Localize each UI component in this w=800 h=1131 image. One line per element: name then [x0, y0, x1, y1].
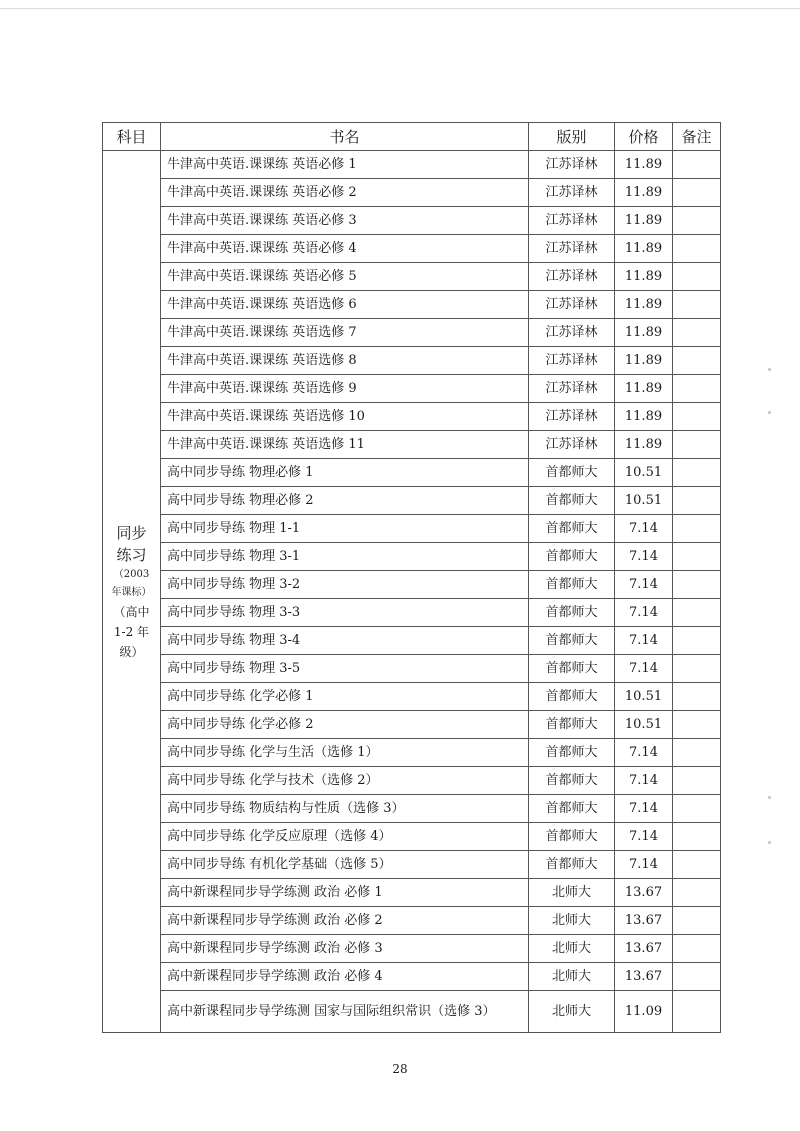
publisher-cell: 首都师大: [529, 683, 615, 711]
note-cell: [673, 879, 721, 907]
price-cell: 7.14: [615, 823, 673, 851]
table-row: [103, 291, 721, 319]
subject-line: 同步: [116, 523, 147, 542]
note-cell: [673, 291, 721, 319]
publisher-cell: 首都师大: [529, 655, 615, 683]
price-cell: 11.89: [615, 179, 673, 207]
publisher-cell: 首都师大: [529, 487, 615, 515]
note-cell: [673, 599, 721, 627]
table-row: [103, 263, 721, 291]
publisher-cell: 首都师大: [529, 795, 615, 823]
page-number: 28: [392, 1062, 408, 1076]
note-cell: [673, 431, 721, 459]
subject-line: 1-2 年: [113, 624, 150, 639]
price-cell: 11.89: [615, 263, 673, 291]
note-cell: [673, 375, 721, 403]
note-cell: [673, 207, 721, 235]
book-title-cell: 高中新课程同步导学练测 政治 必修 4: [161, 963, 529, 991]
table-row: [103, 515, 721, 543]
table-row: [103, 543, 721, 571]
publisher-cell: 北师大: [529, 935, 615, 963]
table-row: [103, 655, 721, 683]
note-cell: [673, 739, 721, 767]
publisher-cell: 北师大: [529, 907, 615, 935]
book-title-cell: 高中同步导练 物理 3-4: [161, 627, 529, 655]
publisher-cell: 江苏译林: [529, 263, 615, 291]
note-cell: [673, 487, 721, 515]
publisher-cell: 首都师大: [529, 627, 615, 655]
table-row: [103, 711, 721, 739]
subject-line: 年课标）: [111, 586, 152, 598]
publisher-cell: 北师大: [529, 879, 615, 907]
publisher-cell: 首都师大: [529, 711, 615, 739]
note-cell: [673, 403, 721, 431]
note-cell: [673, 347, 721, 375]
table-row: [103, 879, 721, 907]
publisher-cell: 江苏译林: [529, 151, 615, 179]
note-cell: [673, 235, 721, 263]
publisher-cell: 首都师大: [529, 599, 615, 627]
header-price: 价格: [615, 123, 673, 151]
book-title-cell: 牛津高中英语.课课练 英语选修 6: [161, 291, 529, 319]
table-row: [103, 459, 721, 487]
price-cell: 11.89: [615, 431, 673, 459]
note-cell: [673, 543, 721, 571]
book-title-cell: 高中同步导练 物理 3-5: [161, 655, 529, 683]
table-header-row: [103, 123, 721, 151]
price-cell: 7.14: [615, 599, 673, 627]
table-row: [103, 179, 721, 207]
table-row: [103, 319, 721, 347]
note-cell: [673, 767, 721, 795]
note-cell: [673, 907, 721, 935]
price-cell: 13.67: [615, 907, 673, 935]
table-row: [103, 767, 721, 795]
book-title-cell: 高中同步导练 物理 3-1: [161, 543, 529, 571]
scan-speck: [768, 796, 771, 799]
note-cell: [673, 263, 721, 291]
note-cell: [673, 963, 721, 991]
table-row: [103, 151, 721, 179]
price-cell: 13.67: [615, 879, 673, 907]
book-title-cell: 牛津高中英语.课课练 英语必修 1: [161, 151, 529, 179]
price-cell: 11.89: [615, 403, 673, 431]
subject-cell: [103, 151, 161, 1033]
price-cell: 7.14: [615, 571, 673, 599]
price-cell: 10.51: [615, 459, 673, 487]
note-cell: [673, 655, 721, 683]
scan-speck: [768, 841, 771, 844]
publisher-cell: 江苏译林: [529, 319, 615, 347]
book-title-cell: 牛津高中英语.课课练 英语必修 2: [161, 179, 529, 207]
table-row: [103, 375, 721, 403]
book-title-cell: 牛津高中英语.课课练 英语必修 3: [161, 207, 529, 235]
publisher-cell: 首都师大: [529, 515, 615, 543]
table-row: [103, 347, 721, 375]
publisher-cell: 江苏译林: [529, 431, 615, 459]
note-cell: [673, 459, 721, 487]
header-publisher: 版别: [529, 123, 615, 151]
book-title-cell: 高中新课程同步导学练测 政治 必修 1: [161, 879, 529, 907]
note-cell: [673, 179, 721, 207]
table-row: [103, 571, 721, 599]
note-cell: [673, 823, 721, 851]
price-cell: 7.14: [615, 795, 673, 823]
publisher-cell: 首都师大: [529, 459, 615, 487]
note-cell: [673, 795, 721, 823]
price-cell: 7.14: [615, 739, 673, 767]
price-cell: 11.89: [615, 291, 673, 319]
book-title-cell: 高中同步导练 物理必修 1: [161, 459, 529, 487]
book-title-cell: 高中同步导练 化学反应原理（选修 4）: [161, 823, 529, 851]
publisher-cell: 江苏译林: [529, 291, 615, 319]
book-title-cell: 高中同步导练 化学与技术（选修 2）: [161, 767, 529, 795]
table-row: [103, 403, 721, 431]
table-row: [103, 739, 721, 767]
book-title-cell: 高中同步导练 物理 3-3: [161, 599, 529, 627]
price-cell: 10.51: [615, 487, 673, 515]
note-cell: [673, 151, 721, 179]
header-title: 书名: [161, 123, 529, 151]
table-row: [103, 851, 721, 879]
note-cell: [673, 515, 721, 543]
book-title-cell: 高中同步导练 有机化学基础（选修 5）: [161, 851, 529, 879]
price-cell: 11.89: [615, 347, 673, 375]
book-title-cell: 牛津高中英语.课课练 英语必修 4: [161, 235, 529, 263]
table-row: [103, 207, 721, 235]
book-title-cell: 牛津高中英语.课课练 英语选修 10: [161, 403, 529, 431]
subject-line: （2003: [113, 568, 150, 580]
publisher-cell: 首都师大: [529, 851, 615, 879]
price-cell: 7.14: [615, 655, 673, 683]
table-body: [103, 151, 721, 1033]
book-title-cell: 高中同步导练 物理 3-2: [161, 571, 529, 599]
publisher-cell: 江苏译林: [529, 235, 615, 263]
publisher-cell: 首都师大: [529, 767, 615, 795]
scan-speck: [768, 411, 771, 414]
table-row: [103, 235, 721, 263]
page-top-rule: [0, 8, 800, 9]
price-cell: 7.14: [615, 767, 673, 795]
header-notes: 备注: [673, 123, 721, 151]
book-title-cell: 牛津高中英语.课课练 英语选修 11: [161, 431, 529, 459]
price-cell: 10.51: [615, 711, 673, 739]
subject-line: 级）: [119, 644, 144, 659]
book-title-cell: 高中新课程同步导学练测 政治 必修 2: [161, 907, 529, 935]
table-row: [103, 487, 721, 515]
price-cell: 13.67: [615, 963, 673, 991]
book-title-cell: 高中同步导练 化学必修 2: [161, 711, 529, 739]
table-row: [103, 795, 721, 823]
table-row: [103, 935, 721, 963]
publisher-cell: 北师大: [529, 963, 615, 991]
publisher-cell: 首都师大: [529, 543, 615, 571]
publisher-cell: 首都师大: [529, 823, 615, 851]
table-row: [103, 627, 721, 655]
price-cell: 11.89: [615, 151, 673, 179]
price-cell: 11.09: [615, 991, 673, 1033]
book-title-cell: 牛津高中英语.课课练 英语选修 8: [161, 347, 529, 375]
book-title-cell: 牛津高中英语.课课练 英语选修 7: [161, 319, 529, 347]
note-cell: [673, 935, 721, 963]
publisher-cell: 首都师大: [529, 571, 615, 599]
subject-line: （高中: [113, 604, 150, 619]
publisher-cell: 江苏译林: [529, 403, 615, 431]
note-cell: [673, 851, 721, 879]
price-cell: 7.14: [615, 543, 673, 571]
table-row: [103, 823, 721, 851]
book-title-cell: 高中同步导练 化学与生活（选修 1）: [161, 739, 529, 767]
publisher-cell: 江苏译林: [529, 179, 615, 207]
scan-speck: [768, 368, 771, 371]
price-cell: 13.67: [615, 935, 673, 963]
table-row: [103, 991, 721, 1033]
table-row: [103, 963, 721, 991]
table-row: [103, 431, 721, 459]
note-cell: [673, 319, 721, 347]
price-cell: 7.14: [615, 851, 673, 879]
subject-line: 练习: [116, 545, 147, 564]
book-title-cell: 高中同步导练 化学必修 1: [161, 683, 529, 711]
table-row: [103, 907, 721, 935]
book-title-cell: 高中同步导练 物理 1-1: [161, 515, 529, 543]
book-title-cell: 高中新课程同步导学练测 国家与国际组织常识（选修 3）: [161, 991, 529, 1033]
table-row: [103, 599, 721, 627]
price-cell: 11.89: [615, 375, 673, 403]
note-cell: [673, 991, 721, 1033]
table-row: [103, 683, 721, 711]
price-cell: 7.14: [615, 627, 673, 655]
note-cell: [673, 571, 721, 599]
note-cell: [673, 711, 721, 739]
publisher-cell: 江苏译林: [529, 207, 615, 235]
header-subject: 科目: [103, 123, 161, 151]
publisher-cell: 江苏译林: [529, 375, 615, 403]
book-title-cell: 牛津高中英语.课课练 英语必修 5: [161, 263, 529, 291]
price-cell: 11.89: [615, 319, 673, 347]
book-title-cell: 高中新课程同步导学练测 政治 必修 3: [161, 935, 529, 963]
book-table: [102, 122, 721, 1033]
book-title-cell: 高中同步导练 物理必修 2: [161, 487, 529, 515]
note-cell: [673, 683, 721, 711]
price-cell: 11.89: [615, 207, 673, 235]
price-cell: 11.89: [615, 235, 673, 263]
publisher-cell: 江苏译林: [529, 347, 615, 375]
book-title-cell: 高中同步导练 物质结构与性质（选修 3）: [161, 795, 529, 823]
price-cell: 7.14: [615, 515, 673, 543]
publisher-cell: 首都师大: [529, 739, 615, 767]
price-cell: 10.51: [615, 683, 673, 711]
publisher-cell: 北师大: [529, 991, 615, 1033]
book-title-cell: 牛津高中英语.课课练 英语选修 9: [161, 375, 529, 403]
note-cell: [673, 627, 721, 655]
